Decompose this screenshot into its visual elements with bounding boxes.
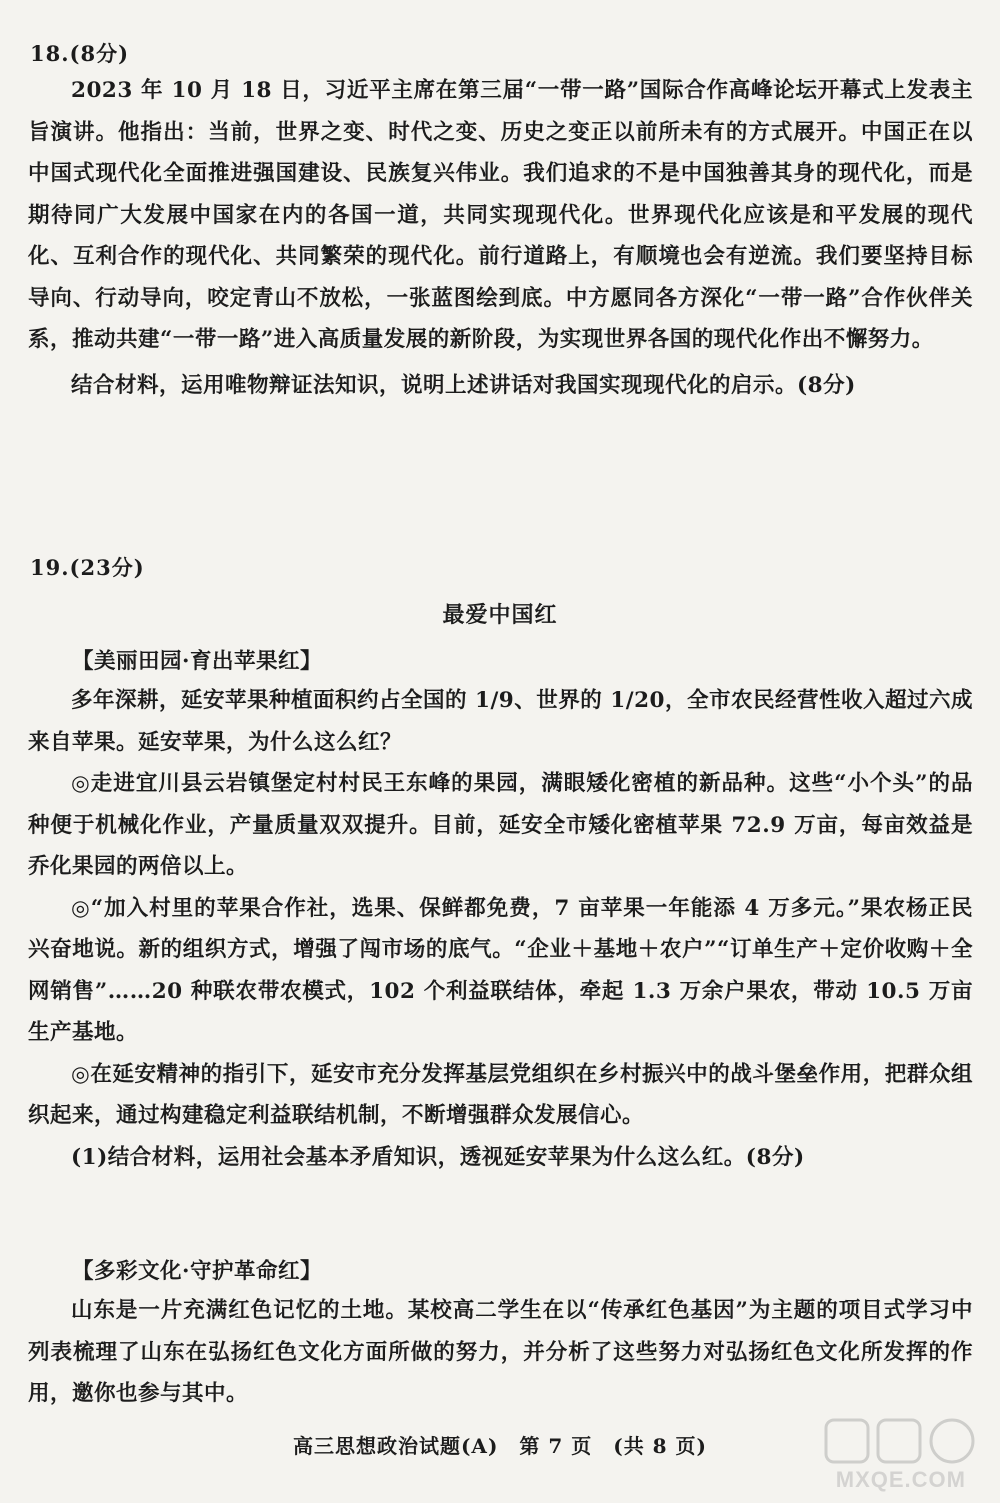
section-1-heading: 【美丽田园·育出苹果红】 <box>72 649 322 674</box>
section-2-heading: 【多彩文化·守护革命红】 <box>72 1259 322 1284</box>
question-19-number: 19.(23分) <box>30 555 145 580</box>
section-2-body <box>28 1290 973 1415</box>
section-1-bullet: ◎在延安精神的指引下，延安市充分发挥基层党组织在乡村振兴中的战斗堡垒作用，把群众组织起来，通过构建稳定利益联结机制，不断增强群众发展信心。 <box>28 1061 973 1128</box>
question-18-material: 2023 年 10 月 18 日，习近平主席在第三届“一带一路”国际合作高峰论坛开幕式上发表主旨演讲。他指出：当前，世界之变、时代之变、历史之变正以前所未有的方式展开。中国正在以中国式现代化全面推进强国建设、民族复兴伟业。我们追求的不是中国独善其身的现代化，而是期待同广大发展中国家在内的各国一道，共同实现现代化。世界现代化应该是和平发展的现代化、互利合作的现代化、共同繁荣的现代化。前行道路上，有顺境也会有逆流。我们要坚持目标导向、行动导向，咬定青山不放松，一张蓝图绘到底。中方愿同各方深化“一带一路”合作伙伴关系，推动共建“一带一路”进入高质量发展的新阶段，为实现世界各国的现代化作出不懈努力。 <box>28 78 973 352</box>
watermark-icon <box>816 1412 986 1472</box>
section-1-body <box>28 680 973 1178</box>
question-18-number: 18.(8分) <box>30 41 130 66</box>
question-18-body <box>28 70 973 406</box>
question-18-prompt: 结合材料，运用唯物辩证法知识，说明上述讲话对我国实现现代化的启示。(8分) <box>71 372 856 398</box>
question-19-title: 最爱中国红 <box>442 602 558 628</box>
section-2-intro: 山东是一片充满红色记忆的土地。某校高二学生在以“传承红色基因”为主题的项目式学习中列表梳理了山东在弘扬红色文化方面所做的努力，并分析了这些努力对弘扬红色文化所发挥的作用，邀你也参与其中。 <box>28 1298 973 1406</box>
section-1-question: (1)结合材料，运用社会基本矛盾知识，透视延安苹果为什么这么红。(8分) <box>71 1144 805 1170</box>
watermark-text: MXQE.COM <box>835 1467 966 1492</box>
page-footer: 高三思想政治试题(A) 第 7 页 (共 8 页) <box>292 1434 708 1458</box>
section-1-bullet: ◎“加入村里的苹果合作社，选果、保鲜都免费，7 亩苹果一年能添 4 万多元。”果农杨正民兴奋地说。新的组织方式，增强了闯市场的底气。“企业＋基地＋农户”“订单生产＋定价收购＋全网销售”……20 种联农带农模式，102 个利益联结体，牵起 1.3 万余户果农，带动 10.5 万亩生产基地。 <box>28 895 973 1045</box>
section-1-intro: 多年深耕，延安苹果种植面积约占全国的 1/9、世界的 1/20，全市农民经营性收入超过六成来自苹果。延安苹果，为什么这么红？ <box>28 688 973 755</box>
section-1-bullet: ◎走进宜川县云岩镇堡定村村民王东峰的果园，满眼矮化密植的新品种。这些“小个头”的品种便于机械化作业，产量质量双双提升。目前，延安全市矮化密植苹果 72.9 万亩，每亩效益是乔化果园的两倍以上。 <box>28 771 973 879</box>
watermark-logo <box>816 1412 986 1497</box>
